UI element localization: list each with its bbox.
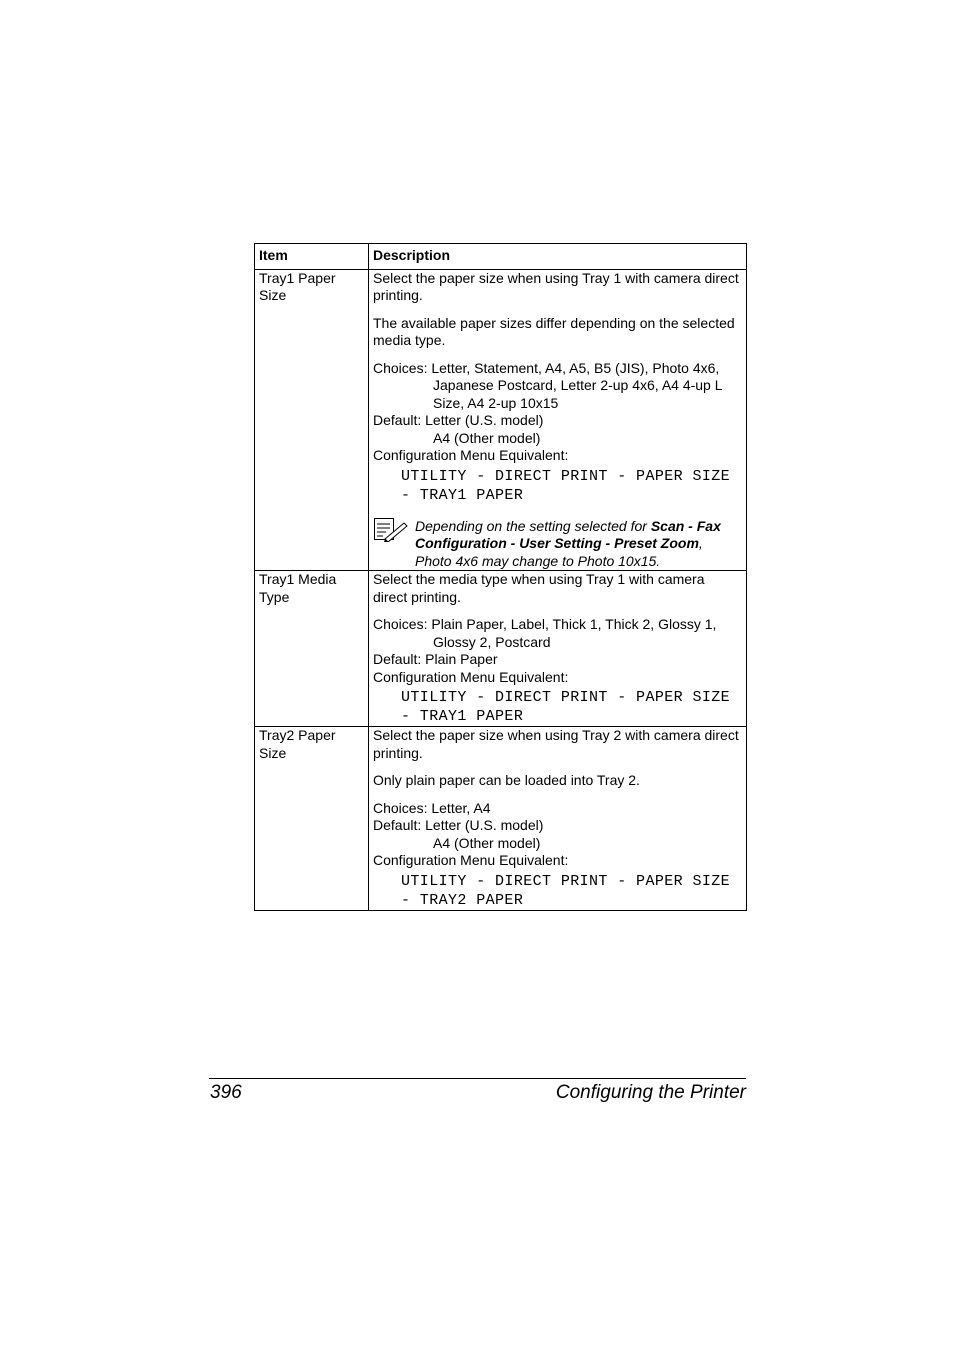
- choices-value: Plain Paper, Label, Thick 1, Thick 2, Glossy 1, Glossy 2, Postcard: [431, 616, 717, 650]
- menu-path-text: UTILITY - DIRECT PRINT - PAPER SIZE - TRAY2 PAPER: [401, 872, 731, 909]
- item-cell: Tray1 Media Type: [255, 571, 369, 727]
- choices-line: [373, 800, 742, 818]
- item-cell: Tray2 Paper Size: [255, 727, 369, 911]
- config-menu-label: Configuration Menu Equivalent:: [373, 668, 569, 685]
- menu-path-text: UTILITY - DIRECT PRINT - PAPER SIZE - TRAY1 PAPER: [401, 467, 731, 504]
- note-pencil-icon: [373, 518, 415, 571]
- note-text-bold: Scan - Fax Configuration - User Setting - Preset Zoom: [415, 517, 721, 551]
- description-text: Select the paper size when using Tray 2 with camera direct printing.: [373, 727, 739, 761]
- note-text: [415, 518, 742, 571]
- default-value: Plain Paper: [425, 651, 498, 667]
- menu-path: [373, 467, 742, 505]
- config-menu-label: Configuration Menu Equivalent:: [373, 852, 569, 868]
- description-cell: [369, 571, 747, 727]
- description-text: Only plain paper can be loaded into Tray 2.: [373, 772, 640, 788]
- config-menu-label: Configuration Menu Equivalent:: [373, 447, 569, 463]
- note-text-prefix: Depending on the setting selected for: [415, 517, 651, 534]
- choices-line: [373, 360, 742, 413]
- description-text: Select the media type when using Tray 1 with camera direct printing.: [373, 571, 705, 605]
- description-text: Select the paper size when using Tray 1 with camera direct printing.: [373, 269, 739, 303]
- default-line: [373, 817, 742, 835]
- page-number: 396: [210, 1082, 242, 1103]
- menu-path-text: UTILITY - DIRECT PRINT - PAPER SIZE - TRAY1 PAPER: [401, 689, 731, 725]
- menu-path: [373, 688, 742, 726]
- note-text-suffix: , Photo 4x6 may change to Photo 10x15.: [415, 535, 703, 569]
- description-cell: [369, 727, 747, 911]
- default-line: [373, 412, 742, 430]
- default-value: Letter (U.S. model): [425, 817, 544, 833]
- item-cell: Tray1 Paper Size: [255, 269, 369, 571]
- footer-section-title: Configuring the Printer: [555, 1082, 746, 1103]
- description-text: The available paper sizes differ depending on the selected media type.: [373, 314, 735, 348]
- header-description: Description: [369, 244, 747, 270]
- default-label: Default:: [373, 412, 426, 428]
- table-row: [255, 727, 747, 911]
- choices-value: Letter, A4: [431, 799, 491, 816]
- choices-label: Choices:: [373, 616, 432, 632]
- default-value: Letter (U.S. model): [425, 412, 544, 428]
- default-label: Default:: [373, 651, 426, 667]
- default-line: [373, 651, 742, 669]
- table-row: [255, 269, 747, 571]
- footer-divider: [209, 1078, 746, 1079]
- choices-label: Choices:: [373, 799, 432, 816]
- default-label: Default:: [373, 817, 426, 833]
- table-header-row: [255, 244, 747, 270]
- choices-value: Letter, Statement, A4, A5, B5 (JIS), Photo 4x6, Japanese Postcard, Letter 2-up 4x6, A4 4-up L Size, A4 2-up 10x15: [431, 359, 723, 411]
- default-value-alt: A4 (Other model): [433, 429, 541, 446]
- table-row: [255, 571, 747, 727]
- settings-table: [254, 243, 747, 911]
- default-value-alt: A4 (Other model): [433, 834, 541, 851]
- choices-label: Choices:: [373, 359, 432, 376]
- note: [373, 518, 742, 571]
- menu-path: [373, 872, 742, 910]
- description-cell: [369, 269, 747, 571]
- header-item: Item: [255, 244, 369, 270]
- choices-line: [373, 616, 742, 651]
